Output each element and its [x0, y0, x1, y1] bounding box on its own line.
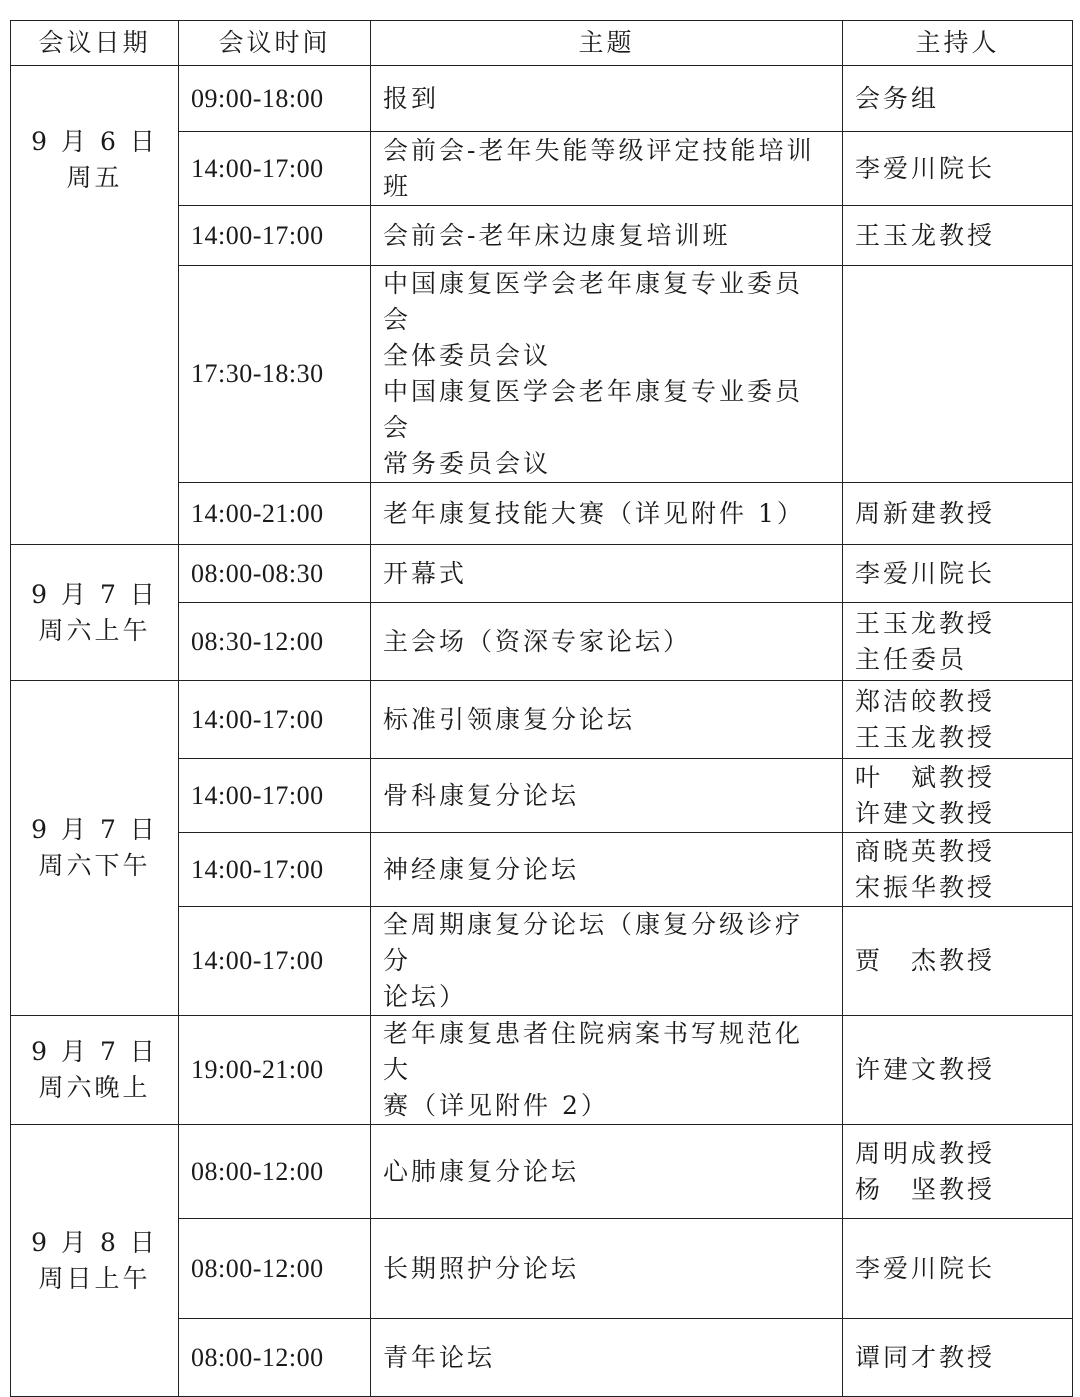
weekday-line: 周六上午: [38, 615, 151, 645]
host-name: 贾 杰教授: [855, 946, 996, 975]
time-cell: 19:00-21:00: [179, 1016, 371, 1125]
weekday-line: 周六晚上: [38, 1073, 151, 1102]
host-name: 许建文教授: [855, 798, 996, 828]
host-name: 王玉龙教授: [855, 722, 996, 752]
table-row: [11, 1125, 1073, 1219]
host-cell: [843, 1319, 1073, 1397]
topic-line: 主会场（资深专家论坛）: [383, 626, 692, 656]
host-cell: [843, 833, 1073, 907]
host-cell: [843, 483, 1073, 545]
host-name: 会务组: [855, 83, 940, 113]
topic-cell: [371, 545, 843, 603]
host-name: 郑洁皎教授: [855, 686, 996, 716]
topic-cell: [371, 1125, 843, 1219]
header-date: 会议日期: [11, 21, 179, 66]
host-name: 王玉龙教授: [855, 220, 996, 250]
topic-cell: [371, 907, 843, 1016]
host-name: 周明成教授: [855, 1138, 996, 1168]
time-cell: 09:00-18:00: [179, 66, 371, 132]
host-cell: [843, 1125, 1073, 1219]
topic-line: 长期照护分论坛: [383, 1253, 580, 1283]
host-name: 周新建教授: [855, 498, 996, 528]
host-name: 叶 斌教授: [855, 762, 996, 792]
topic-cell: [371, 483, 843, 545]
time-cell: 14:00-17:00: [179, 759, 371, 833]
table-row: [11, 66, 1073, 132]
topic-line: 会前会-老年失能等级评定技能培训: [383, 135, 815, 165]
host-cell: [843, 759, 1073, 833]
topic-line: 全周期康复分论坛（康复分级诊疗分: [383, 910, 804, 975]
time-cell: 14:00-21:00: [179, 483, 371, 545]
topic-cell: [371, 1016, 843, 1125]
time-cell: 08:00-08:30: [179, 545, 371, 603]
topic-line: 标准引领康复分论坛: [383, 704, 636, 734]
table-row: [11, 681, 1073, 759]
host-name: 杨 坚教授: [855, 1174, 996, 1204]
host-name: 李爱川院长: [855, 1253, 996, 1283]
topic-line: 老年康复技能大赛（详见附件 1）: [383, 498, 805, 528]
topic-cell: [371, 66, 843, 132]
weekday-line: 周日上午: [38, 1263, 151, 1293]
topic-cell: [371, 1219, 843, 1319]
host-cell: [843, 681, 1073, 759]
host-name: 商晓英教授: [855, 836, 996, 866]
topic-line: 青年论坛: [383, 1342, 496, 1372]
header-host: 主持人: [843, 21, 1073, 66]
topic-line: 全体委员会议: [383, 341, 552, 370]
schedule-body: [11, 66, 1073, 1397]
topic-cell: [371, 132, 843, 206]
time-cell: 14:00-17:00: [179, 907, 371, 1016]
date-cell: [11, 681, 179, 1016]
topic-line: 会前会-老年床边康复培训班: [383, 220, 731, 250]
topic-line: 班: [383, 171, 412, 201]
topic-cell: [371, 1319, 843, 1397]
time-cell: 08:30-12:00: [179, 603, 371, 681]
weekday-line: 周五: [66, 163, 123, 192]
topic-cell: [371, 206, 843, 266]
date-line: 9 月 8 日: [31, 1227, 158, 1257]
topic-line: 报到: [383, 83, 440, 113]
time-cell: 14:00-17:00: [179, 833, 371, 907]
date-cell: [11, 1125, 179, 1397]
table-row: [11, 1016, 1073, 1125]
schedule-table: [10, 20, 1073, 1397]
host-cell: [843, 266, 1073, 483]
host-name: 李爱川院长: [855, 558, 996, 588]
host-cell: [843, 1016, 1073, 1125]
topic-line: 常务委员会议: [383, 449, 552, 478]
time-cell: 17:30-18:30: [179, 266, 371, 483]
date-line: 9 月 7 日: [31, 815, 158, 844]
host-cell: [843, 603, 1073, 681]
weekday-line: 周六下午: [38, 851, 151, 880]
date-cell: [11, 1016, 179, 1125]
topic-line: 老年康复患者住院病案书写规范化大: [383, 1019, 804, 1084]
topic-line: 中国康复医学会老年康复专业委员会: [383, 269, 804, 334]
host-cell: [843, 545, 1073, 603]
date-cell: [11, 66, 179, 545]
topic-cell: [371, 603, 843, 681]
date-line: 9 月 7 日: [31, 1037, 158, 1066]
date-line: 9 月 6 日: [31, 127, 158, 156]
time-cell: 08:00-12:00: [179, 1125, 371, 1219]
host-cell: [843, 907, 1073, 1016]
table-row: [11, 545, 1073, 603]
date-cell: [11, 545, 179, 681]
topic-line: 心肺康复分论坛: [383, 1156, 580, 1186]
header-time: 会议时间: [179, 21, 371, 66]
topic-cell: [371, 681, 843, 759]
host-name: 谭同才教授: [855, 1342, 996, 1372]
topic-line: 骨科康复分论坛: [383, 780, 580, 810]
time-cell: 08:00-12:00: [179, 1219, 371, 1319]
topic-cell: [371, 833, 843, 907]
topic-line: 赛（详见附件 2）: [383, 1091, 609, 1120]
topic-cell: [371, 759, 843, 833]
time-cell: 08:00-12:00: [179, 1319, 371, 1397]
topic-line: 神经康复分论坛: [383, 854, 580, 884]
topic-line: 论坛）: [383, 982, 468, 1011]
host-name: 宋振华教授: [855, 872, 996, 902]
time-cell: 14:00-17:00: [179, 206, 371, 266]
host-name: 许建文教授: [855, 1055, 996, 1084]
topic-cell: [371, 266, 843, 483]
host-cell: [843, 1219, 1073, 1319]
time-cell: 14:00-17:00: [179, 132, 371, 206]
date-line: 9 月 7 日: [31, 579, 158, 609]
host-name: 李爱川院长: [855, 153, 996, 183]
topic-line: 开幕式: [383, 558, 468, 588]
host-cell: [843, 132, 1073, 206]
host-name: 王玉龙教授: [855, 608, 996, 638]
topic-line: 中国康复医学会老年康复专业委员会: [383, 377, 804, 442]
header-topic: 主题: [371, 21, 843, 66]
host-name: 主任委员: [855, 644, 968, 674]
header-row: [11, 21, 1073, 66]
time-cell: 14:00-17:00: [179, 681, 371, 759]
host-cell: [843, 206, 1073, 266]
host-cell: [843, 66, 1073, 132]
